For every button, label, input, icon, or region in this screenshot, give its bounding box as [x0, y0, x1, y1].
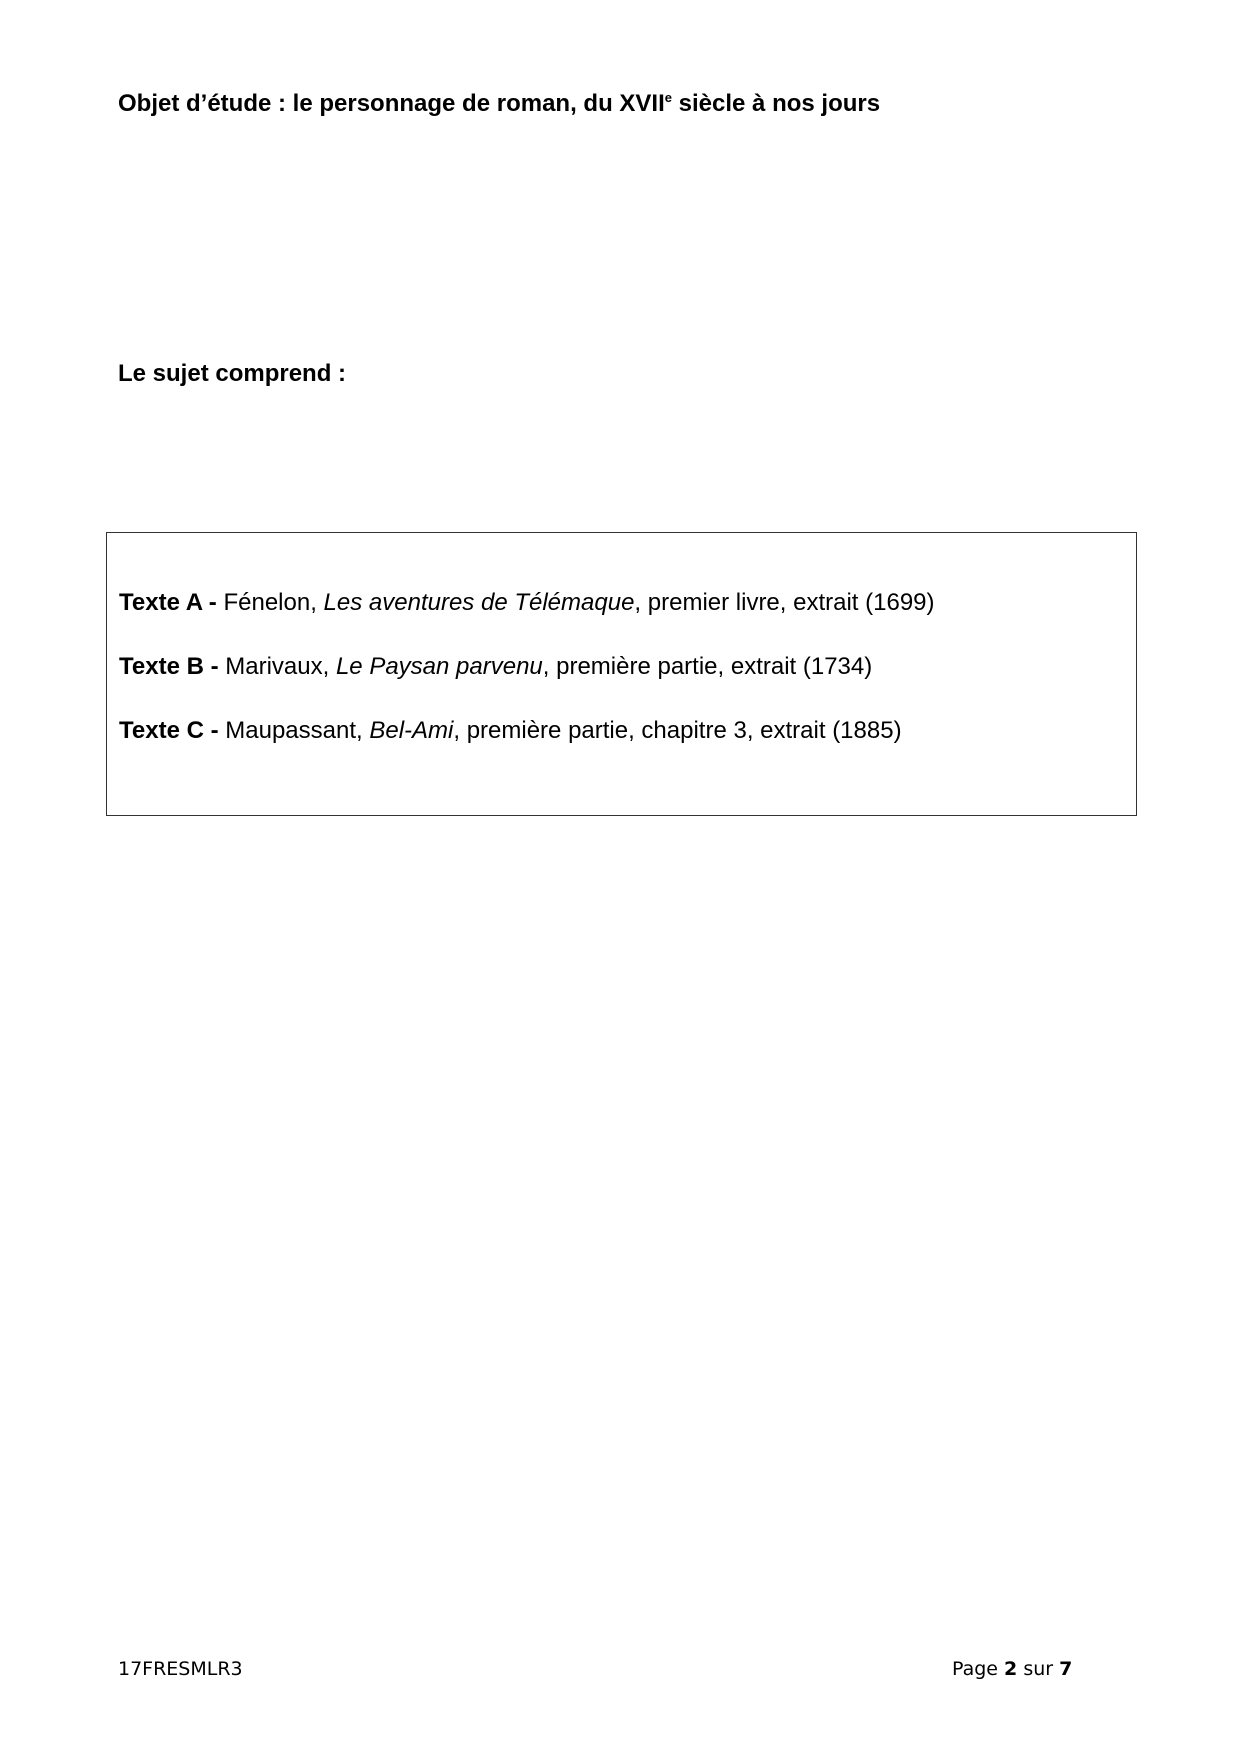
text-c-work: Bel-Ami [369, 717, 454, 744]
text-a-line [119, 591, 935, 615]
footer-current-page: 2 [1004, 1658, 1018, 1680]
text-b-line [119, 655, 872, 679]
text-b-details: , première partie, extrait (1734) [542, 653, 873, 680]
footer-page-word: Page [952, 1658, 1005, 1680]
text-b-author: Marivaux, [225, 653, 336, 680]
title-text: Objet d’étude : le personnage de roman, du XVII [118, 90, 665, 117]
footer-total-pages: 7 [1059, 1658, 1073, 1680]
page-title [118, 92, 880, 116]
text-a-details: , premier livre, extrait (1699) [634, 589, 935, 616]
text-a-author: Fénelon, [223, 589, 324, 616]
texts-box [106, 532, 1137, 816]
text-b-work: Le Paysan parvenu [335, 653, 543, 680]
text-c-details: , première partie, chapitre 3, extrait (1885) [453, 717, 902, 744]
title-text-end: siècle à nos jours [671, 90, 881, 117]
text-c-line [119, 719, 902, 743]
title-superscript: e [664, 90, 672, 105]
footer-page-number [952, 1660, 1072, 1679]
footer-document-code: 17FRESMLR3 [118, 1658, 243, 1680]
footer-of-word: sur [1017, 1658, 1060, 1680]
text-c-author: Maupassant, [225, 717, 370, 744]
text-a-work: Les aventures de Télémaque [323, 589, 635, 616]
text-b-label: Texte B - [119, 653, 226, 680]
text-a-label: Texte A - [119, 589, 224, 616]
sujet-heading: Le sujet comprend : [118, 360, 347, 387]
text-c-label: Texte C - [119, 717, 226, 744]
